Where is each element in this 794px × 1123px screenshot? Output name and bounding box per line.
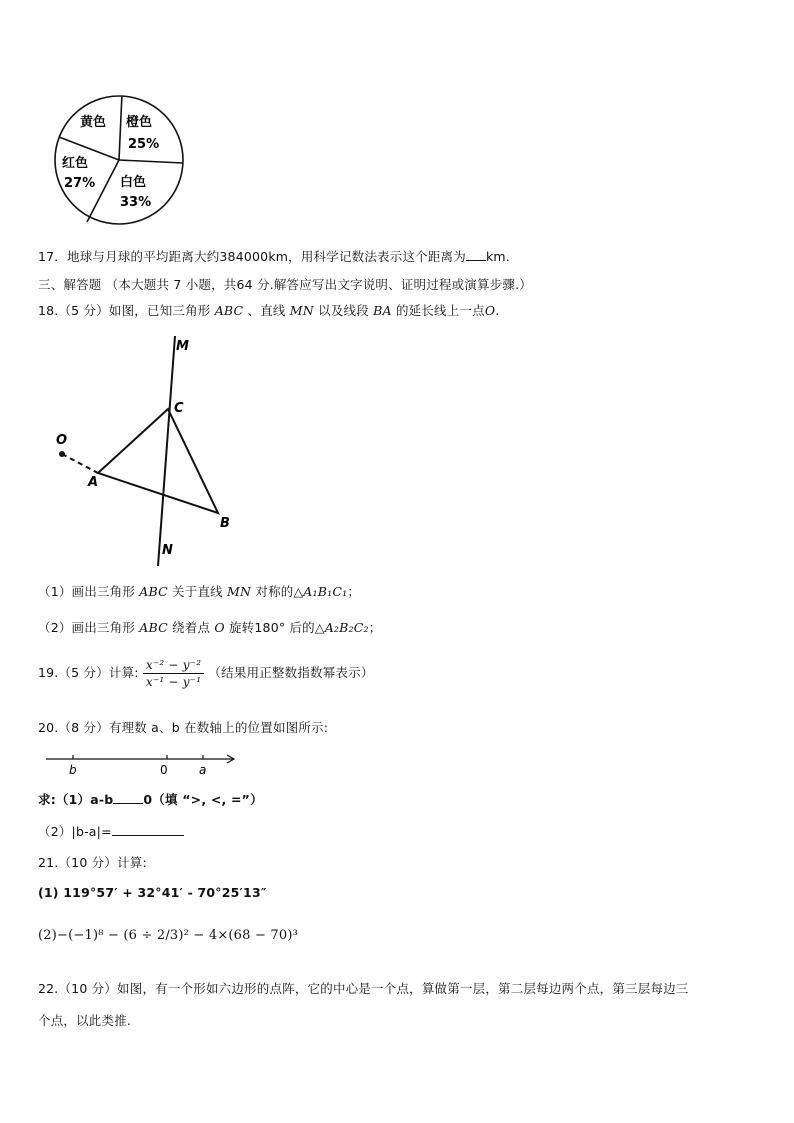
q20-part1-suffix: （填 “>, <, =”） [152, 792, 263, 807]
q20-part1 [38, 790, 263, 808]
q19-suffix: （结果用正整数指数幂表示） [208, 665, 374, 680]
label-a: A [88, 475, 99, 490]
label-a-axis: a [199, 763, 207, 777]
pie-divider [87, 160, 119, 222]
q18-part1-mid2: 对称的 [255, 584, 294, 599]
q18-part2 [38, 618, 381, 636]
q18-mid2: 以及线段 [318, 303, 369, 318]
label-o: O [56, 433, 68, 448]
label-b-axis: b [69, 763, 77, 777]
q18-part2-o: O [214, 620, 225, 635]
q19-prefix: 19.（5 分）计算: [38, 665, 139, 680]
q18-part2-mid2: 旋转180° 后的 [228, 620, 315, 635]
triangle-abc [98, 409, 218, 513]
pie-chart [40, 88, 190, 228]
line-mn [158, 336, 175, 566]
q18-part2-tri: △A₂B₂C₂ [314, 620, 369, 635]
q18-mid1: 、直线 [247, 303, 286, 318]
section-3-heading: 三、解答题 （本大题共 7 小题，共64 分.解答应写出文字说明、证明过程或演算步骤.） [38, 277, 533, 292]
pie-label-white: 白色 [120, 175, 147, 190]
pie-divider [119, 96, 122, 160]
question-21: 21.（10 分）计算: [38, 855, 147, 870]
q19-denominator: x⁻¹ − y⁻¹ [145, 675, 202, 689]
q18-part1-end: ； [347, 584, 361, 599]
q18-mid3: 的延长线上一点 [395, 303, 485, 318]
question-17 [38, 247, 510, 265]
label-m: M [176, 339, 189, 354]
pie-label-yellow: 黄色 [80, 115, 107, 130]
extension-oa [62, 454, 98, 473]
question-18 [38, 301, 499, 319]
q18-part2-prefix: （2）画出三角形 [38, 620, 136, 635]
label-zero-axis: 0 [160, 763, 168, 777]
q20-part1-blank [113, 803, 143, 804]
q18-prefix: 18.（5 分）如图，已知三角形 [38, 303, 211, 318]
q18-part2-abc: ABC [139, 620, 168, 635]
pie-value-red: 27% [64, 176, 96, 191]
q18-mn: MN [289, 303, 314, 318]
q18-part2-end: ； [368, 620, 382, 635]
q17-blank [466, 260, 486, 261]
number-line [44, 750, 244, 778]
q19-fraction [143, 658, 204, 689]
q18-part2-mid: 绕着点 [172, 620, 211, 635]
label-b: B [220, 516, 230, 531]
q18-part1-mid: 关于直线 [172, 584, 223, 599]
label-n: N [162, 543, 173, 558]
question-22-line2: 个点，以此类推. [38, 1013, 132, 1028]
question-19 [38, 658, 374, 689]
q19-numerator: x⁻² − y⁻² [143, 658, 204, 674]
q18-part1-mn: MN [227, 584, 252, 599]
q21-part1: (1) 119°57′ + 32°41′ - 70°25′13″ [38, 885, 267, 900]
q18-part1 [38, 582, 360, 600]
q18-part1-prefix: （1）画出三角形 [38, 584, 136, 599]
q17-unit: km. [485, 249, 510, 264]
q20-part2-blank [112, 835, 184, 836]
pie-divider [119, 160, 183, 163]
q18-part1-abc: ABC [139, 584, 168, 599]
q18-ba: BA [373, 303, 392, 318]
pie-value-white: 33% [120, 195, 152, 210]
q18-o: O [484, 303, 496, 318]
q18-abc: ABC [214, 303, 244, 318]
point-o [59, 451, 65, 457]
q20-part1-prefix: 求:（1）a-b [38, 792, 114, 807]
label-c: C [174, 401, 184, 416]
q20-part1-value: 0 [143, 792, 153, 807]
pie-label-red: 红色 [62, 156, 89, 171]
question-22-line1: 22.（10 分）如图，有一个形如六边形的点阵，它的中心是一个点，算做第一层，第二层每边两个点，第三层每边三 [38, 981, 689, 996]
pie-label-orange: 橙色 [126, 115, 153, 130]
q20-part2 [38, 822, 184, 840]
q20-part2-prefix: （2）|b-a|= [38, 824, 112, 839]
q17-text: 17．地球与月球的平均距离大约384000km，用科学记数法表示这个距离为 [38, 249, 466, 264]
pie-value-orange: 25% [128, 137, 160, 152]
triangle-figure [50, 330, 260, 570]
q21-part2: (2)−(−1)⁸ − (6 ÷ 2/3)² − 4×(68 − 70)³ [38, 928, 299, 943]
question-20: 20.（8 分）有理数 a、b 在数轴上的位置如图所示: [38, 720, 329, 735]
q18-part1-tri: △A₁B₁C₁ [293, 584, 348, 599]
q18-end: . [495, 303, 500, 318]
